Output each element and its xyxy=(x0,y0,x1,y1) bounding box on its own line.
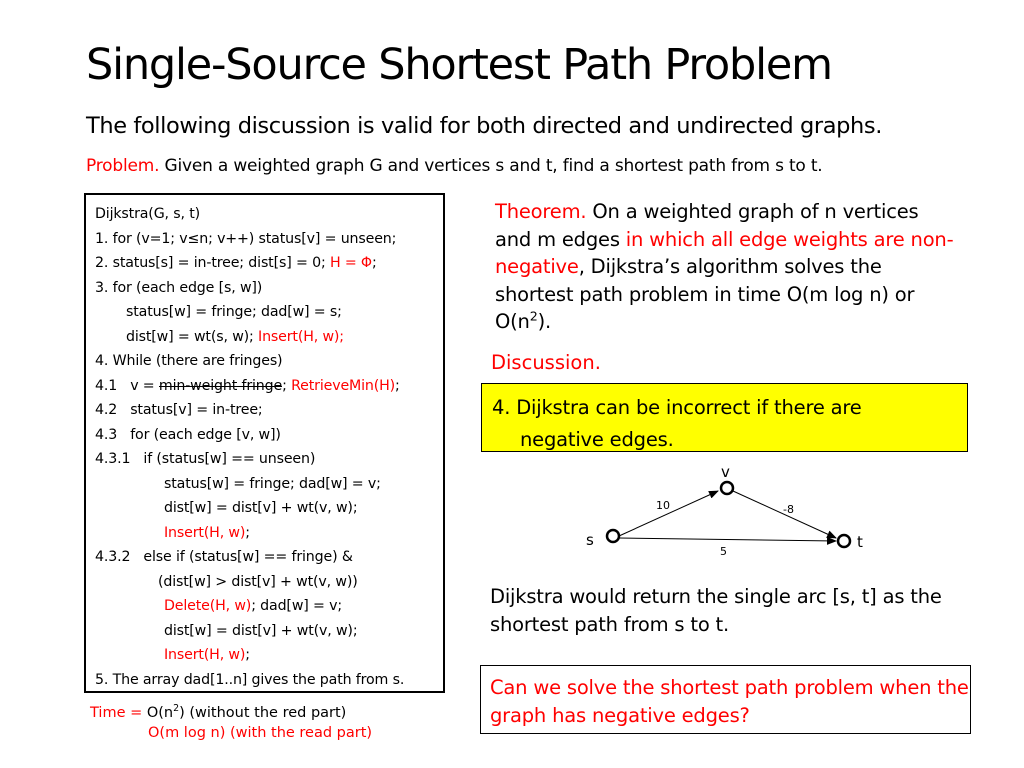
vertex-label-s: s xyxy=(586,531,594,549)
negative-edges-note xyxy=(481,383,968,452)
algo-line: Dijkstra(G, s, t) xyxy=(95,206,201,222)
edge-weight-s-v: 10 xyxy=(656,499,670,512)
vertex-t xyxy=(838,535,850,547)
theorem xyxy=(495,198,955,336)
algo-line: status[w] = fringe; dad[w] = v; xyxy=(164,475,381,492)
theorem-label: Theorem. xyxy=(495,200,587,223)
algo-red-text: Insert(H, w) xyxy=(164,524,246,541)
algo-text: ; xyxy=(245,524,250,541)
algo-line: 4.2 status[v] = in-tree; xyxy=(95,402,263,418)
algo-line xyxy=(95,521,443,546)
algo-line xyxy=(95,643,443,668)
problem-statement xyxy=(86,156,823,176)
time-text: ) (without the red part) xyxy=(179,705,347,721)
vertex-label-t: t xyxy=(857,533,863,551)
problem-label: Problem. xyxy=(86,156,160,176)
algo-red-text: H = Φ xyxy=(329,255,372,271)
algo-text: ; xyxy=(282,377,292,394)
algo-line: dist[w] = dist[v] + wt(v, w); xyxy=(164,622,358,639)
conclusion-text: Dijkstra would return the single arc [s, t] as the shortest path from s to t. xyxy=(490,585,942,636)
algo-line: dist[w] = dist[v] + wt(v, w); xyxy=(164,500,358,516)
theorem-text: , Dijkstra’s algorithm solves the shortest path problem in time O(m log n) or O(n xyxy=(495,255,915,333)
edge-weight-s-t: 5 xyxy=(720,545,727,558)
algo-line: 4. While (there are fringes) xyxy=(95,353,283,369)
time-text: O(n xyxy=(146,705,174,721)
edge-weight-v-t: -8 xyxy=(783,503,794,516)
time-superscript: 2 xyxy=(173,703,180,715)
example-graph xyxy=(570,458,880,568)
algorithm-box xyxy=(84,193,445,693)
theorem-superscript: 2 xyxy=(529,308,538,324)
vertex-label-v: v xyxy=(721,463,730,481)
vertex-v xyxy=(721,482,733,494)
note-line-2: negative edges. xyxy=(520,428,674,451)
time-line-1 xyxy=(90,703,372,723)
algo-line: 4.3.2 else if (status[w] == fringe) & xyxy=(95,549,353,565)
algo-text: ; xyxy=(371,255,377,271)
edge-s-t xyxy=(619,538,836,541)
theorem-text: On a weighted graph of n vertices and m edges xyxy=(495,200,919,251)
algo-red-text: Delete(H, w) xyxy=(164,598,252,614)
algo-text: dist[w] = wt(s, w); xyxy=(126,328,259,345)
vertex-s xyxy=(607,530,619,542)
algo-line: (dist[w] > dist[v] + wt(v, w)) xyxy=(158,573,358,590)
algo-line xyxy=(95,374,443,399)
theorem-text: ). xyxy=(537,310,551,333)
time-label: Time = xyxy=(90,705,147,721)
edge-s-v xyxy=(619,491,718,536)
algo-line: 4.3 for (each edge [v, w]) xyxy=(95,426,281,443)
discussion-label: Discussion. xyxy=(491,351,601,374)
algo-line: 5. The array dad[1..n] gives the path from s. xyxy=(95,671,405,688)
algo-line: status[w] = fringe; dad[w] = s; xyxy=(126,304,342,320)
algo-line xyxy=(95,251,443,276)
algo-red-text: RetrieveMin(H) xyxy=(291,377,396,394)
algo-line xyxy=(95,325,443,350)
problem-text: Given a weighted graph G and vertices s and t, find a shortest path from s to t. xyxy=(159,156,823,176)
algo-text: ; xyxy=(245,647,250,663)
algo-line: 4.3.1 if (status[w] == unseen) xyxy=(95,451,316,467)
algo-text: 4.1 v = xyxy=(95,377,159,394)
slide-title: Single-Source Shortest Path Problem xyxy=(86,40,832,90)
algo-text: ; dad[w] = v; xyxy=(251,598,342,614)
algo-line: 1. for (v=1; v≤n; v++) status[v] = unseen; xyxy=(95,230,397,247)
note-line-1: 4. Dijkstra can be incorrect if there are xyxy=(492,396,862,419)
theorem-red-text: in which all edge weights are non-negative xyxy=(495,227,954,278)
algo-text: 2. status[s] = in-tree; dist[s] = 0; xyxy=(95,255,330,271)
algo-line xyxy=(95,594,443,619)
algo-red-text: Insert(H, w); xyxy=(258,328,344,345)
question-box: Can we solve the shortest path problem when the graph has negative edges? xyxy=(480,665,971,734)
algo-red-text: Insert(H, w) xyxy=(164,647,246,663)
algo-text: ; xyxy=(395,377,400,394)
algo-struck-text: min-weight fringe xyxy=(158,377,283,394)
slide-subtitle: The following discussion is valid for both directed and undirected graphs. xyxy=(86,113,882,139)
algo-line: 3. for (each edge [s, w]) xyxy=(95,279,263,296)
time-complexity xyxy=(90,703,372,743)
time-line-2: O(m log n) (with the read part) xyxy=(148,725,373,741)
